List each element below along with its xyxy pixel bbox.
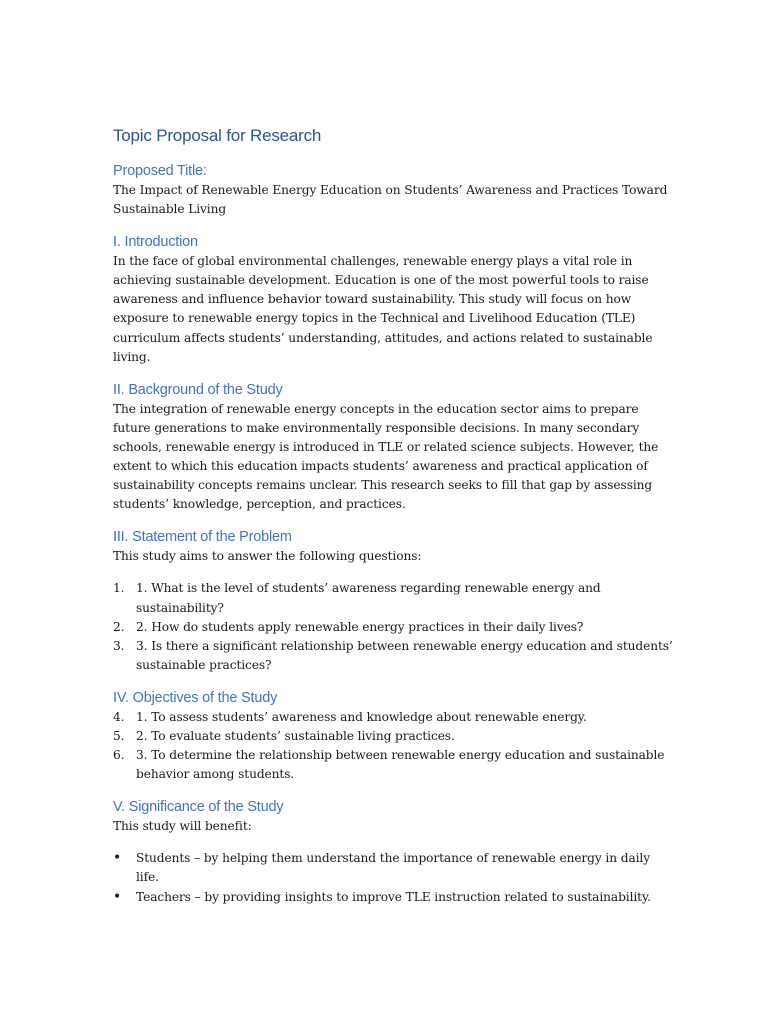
list-item-text: Students – by helping them understand the importance of renewable energy in daily life. <box>136 851 650 885</box>
list-item-text: 3. To determine the relationship between renewable energy education and sustainable behavior among students. <box>136 748 665 782</box>
proposed-title-text: The Impact of Renewable Energy Education on Students’ Awareness and Practices Toward Sustainable Living <box>113 183 668 217</box>
bullet-icon: • <box>113 888 122 905</box>
bullet-icon: • <box>113 850 122 867</box>
list-item-text: Teachers – by providing insights to improve TLE instruction related to sustainability. <box>136 889 651 904</box>
list-item-text: 1. What is the level of students’ awareness regarding renewable energy and sustainability? <box>136 581 601 615</box>
list-item <box>113 579 673 617</box>
background-heading: II. Background of the Study <box>113 381 283 398</box>
list-item-text: 2. How do students apply renewable energy practices in their daily lives? <box>136 619 584 634</box>
list-item <box>113 849 673 887</box>
problem-list <box>113 579 673 674</box>
list-item <box>113 746 673 784</box>
list-number: 2. <box>113 619 125 634</box>
list-item <box>113 618 673 637</box>
background-text: The integration of renewable energy concepts in the education sector aims to prepare future generations to make environmentally responsible decisions. In many secondary schools, renewable energy is introduced in TLE or related science subjects. However, the extent to which this education impacts students’ awareness and practical application of sustainability concepts remains unclear. This research seeks to fill that gap by assessing students’ knowledge, perception, and practices. <box>113 401 659 512</box>
list-item <box>113 888 673 907</box>
list-number: 3. <box>113 638 125 653</box>
proposed-title-heading: Proposed Title: <box>113 163 207 179</box>
list-item-text: 3. Is there a significant relationship between renewable energy education and students’ sustainable practices? <box>136 638 673 672</box>
introduction-text: In the face of global environmental challenges, renewable energy plays a vital role in achieving sustainable development. Education is one of the most powerful tools to raise awareness and influence behavior toward sustainability. This study will focus on how exposure to renewable energy topics in the Technical and Livelihood Education (TLE) curriculum affects students’ understanding, attitudes, and actions related to sustainable living. <box>113 254 653 364</box>
list-item <box>113 708 673 727</box>
significance-intro: This study will benefit: <box>113 819 252 834</box>
list-item <box>113 727 673 746</box>
list-number: 5. <box>113 728 125 743</box>
list-number: 1. <box>113 581 125 596</box>
introduction-heading: I. Introduction <box>113 234 198 251</box>
list-item <box>113 637 673 675</box>
significance-heading: V. Significance of the Study <box>113 799 284 816</box>
objectives-heading: IV. Objectives of the Study <box>113 689 278 706</box>
list-number: 6. <box>113 748 125 763</box>
document-page <box>113 124 673 907</box>
problem-heading: III. Statement of the Problem <box>113 529 292 546</box>
significance-list <box>113 849 673 906</box>
list-number: 4. <box>113 709 125 724</box>
document-title: Topic Proposal for Research <box>113 126 322 145</box>
objectives-list <box>113 708 673 784</box>
problem-intro: This study aims to answer the following questions: <box>113 549 422 564</box>
list-item-text: 1. To assess students’ awareness and knowledge about renewable energy. <box>136 709 587 724</box>
list-item-text: 2. To evaluate students’ sustainable living practices. <box>136 728 455 743</box>
